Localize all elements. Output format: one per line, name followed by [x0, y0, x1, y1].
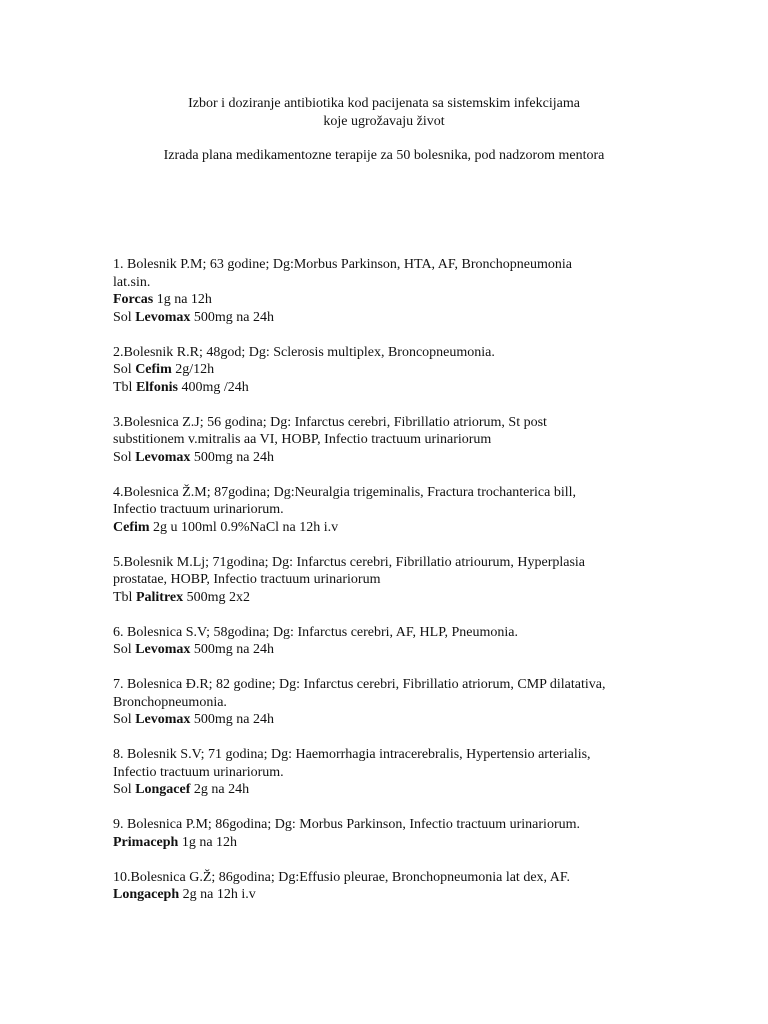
drug-form: Sol [113, 712, 136, 727]
drug-name: Levomax [135, 449, 191, 465]
therapy-line [113, 834, 653, 852]
title-line-1: Izbor i doziranje antibiotika kod pacijenata sa sistemskim infekcijama [188, 96, 580, 111]
patient-entry [113, 484, 653, 537]
patient-entry [113, 344, 653, 397]
patient-entry [113, 554, 653, 607]
drug-name: Longaceph [113, 887, 180, 902]
drug-form: Sol [113, 642, 136, 657]
drug-dose: 2g/12h [171, 362, 215, 377]
drug-dose: 400mg /24h [177, 379, 249, 395]
drug-form: Tbl [113, 379, 136, 395]
therapy-line [113, 641, 653, 659]
drug-dose: 500mg na 24h [190, 309, 275, 325]
patient-entry [113, 676, 653, 729]
patient-description-line: Bronchopneumonia. [113, 694, 227, 710]
drug-form: Sol [113, 309, 136, 325]
drug-form: Sol [113, 449, 136, 465]
patient-description-line: 5.Bolesnik M.Lj; 71godina; Dg: Infarctus cerebri, Fibrillatio atriourum, Hyperplasia [113, 554, 586, 570]
drug-dose: 500mg na 24h [190, 712, 275, 727]
therapy-line [113, 449, 653, 467]
patient-description-line: 9. Bolesnica P.M; 86godina; Dg: Morbus Parkinson, Infectio tractuum urinariorum. [113, 817, 580, 832]
patient-description-line: 3.Bolesnica Z.J; 56 godina; Dg: Infarctus cerebri, Fibrillatio atriorum, St post [113, 414, 547, 430]
drug-name: Levomax [135, 712, 191, 727]
patient-description-line: substitionem v.mitralis aa VI, HOBP, Infectio tractuum urinariorum [113, 432, 492, 447]
drug-name: Elfonis [135, 379, 178, 395]
drug-dose: 2g u 100ml 0.9%NaCl na 12h i.v [149, 519, 339, 535]
therapy-line [113, 291, 653, 309]
therapy-line [113, 309, 653, 327]
drug-name: Primaceph [113, 834, 179, 850]
patient-description-line: 6. Bolesnica S.V; 58godina; Dg: Infarctus cerebri, AF, HLP, Pneumonia. [113, 624, 518, 640]
drug-name: Cefim [113, 519, 150, 535]
patient-description-line: 2.Bolesnik R.R; 48god; Dg: Sclerosis multiplex, Broncopneumonia. [113, 344, 495, 360]
drug-name: Levomax [135, 309, 191, 325]
drug-form: Sol [113, 362, 136, 377]
patient-entries-list [113, 256, 653, 921]
patient-entry [113, 816, 653, 851]
patient-description-line: 7. Bolesnica Đ.R; 82 godine; Dg: Infarctus cerebri, Fibrillatio atriorum, CMP dilatativa, [113, 677, 606, 692]
patient-entry [113, 256, 653, 326]
drug-dose: 2g na 12h i.v [179, 887, 256, 902]
drug-name: Longacef [135, 782, 191, 797]
patient-description-line: 10.Bolesnica G.Ž; 86godina; Dg:Effusio pleurae, Bronchopneumonia lat dex, AF. [113, 869, 571, 885]
drug-dose: 2g na 24h [190, 782, 250, 797]
patient-description-line: lat.sin. [113, 274, 151, 290]
drug-dose: 1g na 12h [153, 292, 212, 307]
therapy-line [113, 519, 653, 537]
title-line-2: koje ugrožavaju život [323, 113, 445, 129]
drug-name: Forcas [113, 292, 154, 307]
drug-form: Sol [113, 782, 136, 797]
therapy-line [113, 886, 653, 904]
drug-name: Cefim [135, 362, 172, 377]
patient-entry [113, 869, 653, 904]
patient-description-line: prostatae, HOBP, Infectio tractuum urinariorum [113, 572, 381, 587]
drug-name: Palitrex [135, 589, 184, 605]
patient-description-line: Infectio tractuum urinariorum. [113, 764, 284, 780]
patient-description-line: Infectio tractuum urinariorum. [113, 502, 284, 517]
patient-description-line: 8. Bolesnik S.V; 71 godina; Dg: Haemorrhagia intracerebralis, Hypertensio arterialis, [113, 747, 591, 762]
therapy-line [113, 361, 653, 379]
drug-dose: 500mg 2x2 [183, 589, 251, 605]
therapy-line [113, 589, 653, 607]
patient-entry [113, 414, 653, 467]
drug-dose: 500mg na 24h [190, 449, 275, 465]
drug-form: Tbl [113, 589, 136, 605]
patient-entry [113, 624, 653, 659]
patient-description-line: 4.Bolesnica Ž.M; 87godina; Dg:Neuralgia trigeminalis, Fractura trochanterica bill, [113, 484, 577, 500]
therapy-line [113, 379, 653, 397]
document-subtitle: Izrada plana medikamentozne terapije za 50 bolesnika, pod nadzorom mentora [163, 148, 605, 163]
drug-name: Levomax [135, 642, 191, 657]
document-title [0, 95, 768, 130]
drug-dose: 500mg na 24h [190, 642, 275, 657]
patient-description-line: 1. Bolesnik P.M; 63 godine; Dg:Morbus Parkinson, HTA, AF, Bronchopneumonia [113, 257, 572, 272]
drug-dose: 1g na 12h [178, 834, 238, 850]
therapy-line [113, 781, 653, 799]
therapy-line [113, 711, 653, 729]
patient-entry [113, 746, 653, 799]
